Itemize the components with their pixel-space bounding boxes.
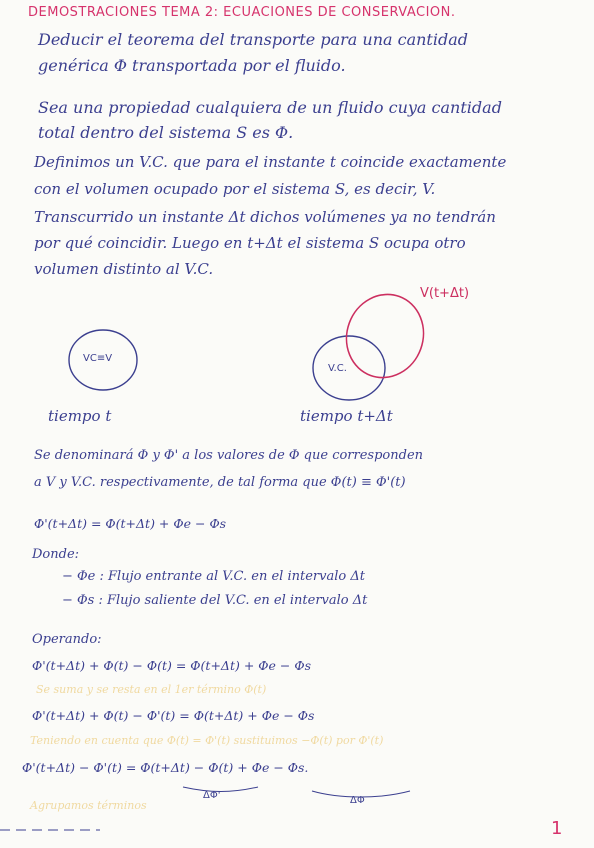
body-line-7: volumen distinto al V.C. (34, 260, 214, 278)
brace-label-left: ΔΦ' (203, 790, 221, 801)
donde-label: Donde: (32, 547, 80, 562)
body-line-4: con el volumen ocupado por el sistema S, es decir, V. (34, 180, 436, 198)
note-add-subtract: Se suma y se resta en el 1er término Φ(t) (36, 683, 267, 696)
caption-time-t: tiempo t (48, 407, 112, 425)
note-substitution: Teniendo en cuenta que Φ(t) = Φ'(t) sustituimos −Φ(t) por Φ'(t) (30, 734, 384, 747)
caption-time-t-dt: tiempo t+Δt (300, 407, 393, 425)
equation-2: Φ'(t+Δt) + Φ(t) − Φ(t) = Φ(t+Δt) + Φe − Φs (32, 658, 311, 673)
body-line-1: Sea una propiedad cualquiera de un fluido cuya cantidad (38, 98, 502, 117)
body-line-5: Transcurrido un instante Δt dichos volúmenes ya no tendrán (34, 208, 496, 226)
body-line-2: total dentro del sistema S es Φ. (38, 123, 294, 142)
definition-line-2: a V y V.C. respectivamente, de tal forma que Φ(t) ≡ Φ'(t) (34, 475, 406, 490)
operando-label: Operando: (32, 632, 102, 647)
page-title: DEMOSTRACIONES TEMA 2: ECUACIONES DE CONSERVACION. (28, 5, 456, 20)
body-line-6: por qué coincidir. Luego en t+Δt el sistema S ocupa otro (34, 234, 466, 252)
intro-line-1: Deducir el teorema del transporte para una cantidad (38, 30, 468, 49)
brace-label-right: ΔΦ (350, 795, 365, 806)
definition-item-inflow: − Φe : Flujo entrante al V.C. en el intervalo Δt (62, 569, 365, 584)
label-vc-equiv-v: VC≡V (83, 353, 113, 364)
definition-line-1: Se denominará Φ y Φ' a los valores de Φ que corresponden (34, 448, 424, 463)
label-vc: V.C. (328, 363, 347, 374)
body-line-3: Definimos un V.C. que para el instante t coincide exactamente (34, 153, 507, 171)
definition-item-outflow: − Φs : Flujo saliente del V.C. en el intervalo Δt (62, 593, 368, 608)
intro-line-2: genérica Φ transportada por el fluido. (38, 56, 346, 75)
control-volume-circle (313, 336, 385, 400)
page-number: 1 (551, 818, 563, 839)
equation-4: Φ'(t+Δt) − Φ'(t) = Φ(t+Δt) − Φ(t) + Φe − Φs. (22, 760, 309, 775)
label-v-t-dt: V(t+Δt) (420, 286, 470, 301)
equation-1: Φ'(t+Δt) = Φ(t+Δt) + Φe − Φs (34, 516, 227, 531)
equation-3: Φ'(t+Δt) + Φ(t) − Φ'(t) = Φ(t+Δt) + Φe − Φs (32, 708, 315, 723)
note-grouping: Agrupamos términos (30, 799, 147, 812)
